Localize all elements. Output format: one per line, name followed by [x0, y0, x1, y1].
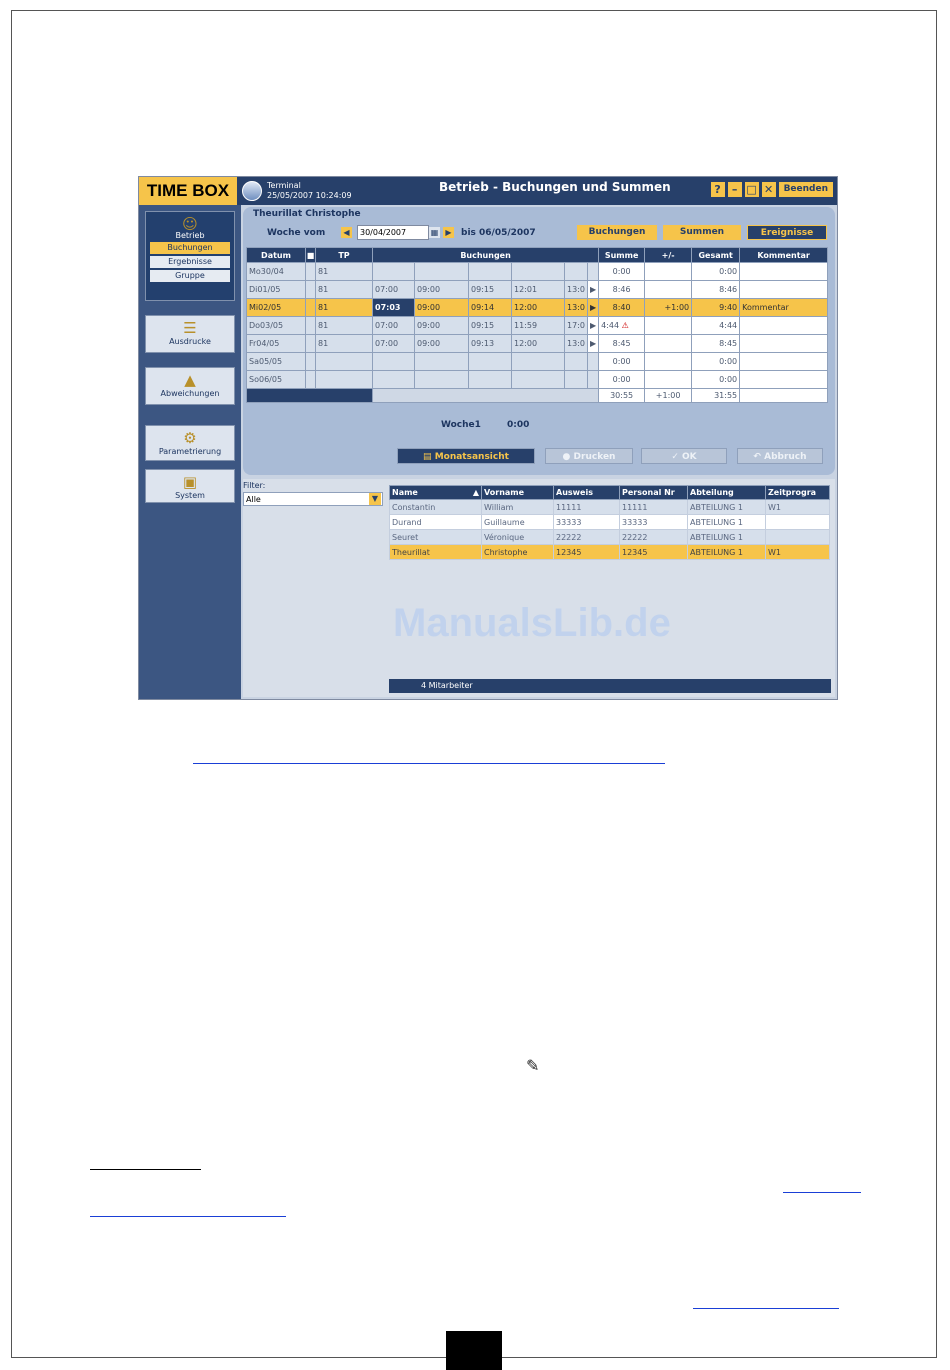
cell-booking[interactable] — [469, 353, 512, 371]
cell-booking-active[interactable]: 07:03 — [373, 299, 415, 317]
list-item[interactable] — [390, 500, 830, 515]
cell: 12345 — [554, 545, 620, 560]
cell-summe — [599, 317, 645, 335]
col-gesamt: Gesamt — [692, 248, 740, 263]
cell-booking[interactable] — [415, 263, 469, 281]
cell-booking[interactable] — [565, 353, 588, 371]
cell-plusminus — [645, 335, 692, 353]
cell: ABTEILUNG 1 — [688, 500, 766, 515]
cell: Seuret — [390, 530, 482, 545]
cell-flag — [306, 335, 316, 353]
nav-sub-ergebnisse[interactable]: Ergebnisse — [150, 256, 230, 268]
cell-scroll — [587, 263, 598, 281]
cell-tp[interactable] — [316, 371, 373, 389]
cell-summe-value: 4:44 — [601, 321, 620, 330]
scroll-right-icon[interactable]: ▶ — [587, 317, 598, 335]
cell: 22222 — [554, 530, 620, 545]
cell-summe: 8:46 — [599, 281, 645, 299]
cell: 12345 — [620, 545, 688, 560]
help-button[interactable]: ? — [711, 182, 725, 197]
cell-flag — [306, 299, 316, 317]
table-row[interactable] — [247, 263, 828, 281]
cell-summe: 8:40 — [599, 299, 645, 317]
cell: ABTEILUNG 1 — [688, 545, 766, 560]
week-start-date[interactable]: 30/04/2007 — [357, 225, 429, 240]
cell-kommentar[interactable]: Kommentar — [740, 299, 828, 317]
page-number-block — [446, 1331, 502, 1370]
chevron-down-icon[interactable]: ▼ — [369, 493, 381, 505]
scrollbar-track-left — [247, 389, 373, 403]
prev-week-button[interactable]: ◀ — [341, 227, 352, 238]
cell-tp[interactable]: 81 — [316, 281, 373, 299]
col-summe: Summe — [599, 248, 645, 263]
cell: Véronique — [482, 530, 554, 545]
cell-booking[interactable]: 13:0 — [565, 335, 588, 353]
nav-abweichungen-label: Abweichungen — [160, 389, 220, 398]
exit-button[interactable]: Beenden — [779, 182, 833, 197]
cell-plusminus — [645, 353, 692, 371]
printer-icon: ● — [562, 452, 574, 462]
heading-underline — [90, 1169, 201, 1170]
cell-scroll — [587, 353, 598, 371]
list-item[interactable] — [390, 515, 830, 530]
cell-booking[interactable]: 09:15 — [469, 317, 512, 335]
cell-scroll — [587, 371, 598, 389]
terminal-info — [267, 181, 352, 201]
bookings-panel — [243, 207, 835, 475]
table-row[interactable] — [247, 353, 828, 371]
total-summe: 30:55 — [599, 389, 645, 403]
cell-gesamt: 0:00 — [692, 263, 740, 281]
employee-name: Theurillat Christophe — [253, 209, 361, 219]
total-kommentar — [740, 389, 828, 403]
undo-icon: ↶ — [753, 452, 765, 462]
table-row[interactable] — [247, 317, 828, 335]
cell-booking[interactable]: 07:00 — [373, 335, 415, 353]
cell-booking[interactable]: 12:00 — [512, 335, 565, 353]
cell-flag — [306, 263, 316, 281]
col-abteilung[interactable]: Abteilung — [688, 486, 766, 500]
cell-booking[interactable]: 09:00 — [415, 335, 469, 353]
cell: Theurillat — [390, 545, 482, 560]
hyperlink-underline[interactable] — [193, 763, 665, 764]
cell-tp[interactable]: 81 — [316, 317, 373, 335]
cell-gesamt: 8:46 — [692, 281, 740, 299]
cell: ABTEILUNG 1 — [688, 515, 766, 530]
warning-icon[interactable]: ⚠ — [621, 321, 629, 330]
sort-asc-icon: ▲ — [472, 488, 479, 497]
tab-ereignisse[interactable]: Ereignisse — [747, 225, 827, 240]
left-navigation — [139, 205, 241, 699]
print-button[interactable] — [545, 448, 633, 464]
col-plusminus: +/- — [645, 248, 692, 263]
cell-gesamt: 0:00 — [692, 353, 740, 371]
cell: 33333 — [554, 515, 620, 530]
nav-sub-gruppe[interactable]: Gruppe — [150, 270, 230, 282]
week-total-value: 0:00 — [507, 420, 530, 430]
list-item-selected[interactable] — [390, 545, 830, 560]
cell-booking[interactable] — [512, 371, 565, 389]
cell-booking[interactable]: 13:0 — [565, 281, 588, 299]
next-week-button[interactable]: ▶ — [443, 227, 454, 238]
nav-parametrierung-label: Parametrierung — [158, 447, 222, 456]
cell-booking[interactable]: 09:15 — [469, 281, 512, 299]
cell — [766, 530, 830, 545]
cell-plusminus: +1:00 — [645, 299, 692, 317]
cell-kommentar[interactable] — [740, 371, 828, 389]
ok-label: OK — [682, 452, 697, 462]
cell-gesamt: 0:00 — [692, 371, 740, 389]
cell: Durand — [390, 515, 482, 530]
cell: Guillaume — [482, 515, 554, 530]
employee-panel — [243, 479, 835, 697]
cell-booking[interactable]: 07:00 — [373, 317, 415, 335]
cell-plusminus — [645, 317, 692, 335]
col-tp[interactable]: TP — [316, 248, 373, 263]
cell: Christophe — [482, 545, 554, 560]
cell: ABTEILUNG 1 — [688, 530, 766, 545]
cell-plusminus — [645, 263, 692, 281]
cell-flag — [306, 281, 316, 299]
cell-datum: Do03/05 — [247, 317, 306, 335]
check-icon: ✓ — [671, 452, 683, 462]
cell-booking[interactable] — [565, 371, 588, 389]
col-buchungen: Buchungen — [373, 248, 599, 263]
nav-system-label: System — [175, 491, 205, 500]
nav-ausdrucke[interactable] — [145, 315, 235, 353]
people-icon: ☺ — [182, 215, 198, 233]
cell: Constantin — [390, 500, 482, 515]
hyperlink-underline[interactable] — [783, 1192, 861, 1193]
cell-booking[interactable]: 13:0 — [565, 299, 588, 317]
window-controls — [711, 182, 833, 197]
cell-datum: Mo30/04 — [247, 263, 306, 281]
cell-gesamt: 4:44 — [692, 317, 740, 335]
ok-button[interactable] — [641, 448, 727, 464]
cell-summe: 0:00 — [599, 353, 645, 371]
col-personal-nr[interactable]: Personal Nr — [620, 486, 688, 500]
cell-tp[interactable]: 81 — [316, 299, 373, 317]
scroll-right-icon[interactable]: ▶ — [587, 281, 598, 299]
cell-tp[interactable] — [316, 353, 373, 371]
list-item[interactable] — [390, 530, 830, 545]
cell-booking[interactable]: 07:00 — [373, 281, 415, 299]
employee-header-row — [390, 486, 830, 500]
cell: 11111 — [620, 500, 688, 515]
cell-booking[interactable]: 09:14 — [469, 299, 512, 317]
cell-summe: 8:45 — [599, 335, 645, 353]
cell-datum: Di01/05 — [247, 281, 306, 299]
cell — [766, 515, 830, 530]
cell-booking[interactable] — [373, 263, 415, 281]
calendar-icon[interactable]: ▦ — [430, 228, 439, 237]
document-icon: ☰ — [183, 319, 197, 337]
cell-booking[interactable] — [512, 263, 565, 281]
cell: William — [482, 500, 554, 515]
table-row[interactable] — [247, 335, 828, 353]
cell-booking[interactable] — [373, 353, 415, 371]
week-total-label: Woche1 — [441, 420, 481, 430]
print-label: Drucken — [573, 452, 616, 462]
scroll-right-icon[interactable]: ▶ — [587, 299, 598, 317]
nav-ausdrucke-label: Ausdrucke — [169, 337, 211, 346]
timestamp: 25/05/2007 10:24:09 — [267, 191, 352, 200]
cell-kommentar[interactable] — [740, 335, 828, 353]
col-name-label: Name — [392, 488, 418, 497]
cell-booking[interactable]: 17:0 — [565, 317, 588, 335]
cell-booking[interactable] — [415, 371, 469, 389]
cell-booking[interactable] — [512, 353, 565, 371]
cell-summe: 0:00 — [599, 263, 645, 281]
cell-kommentar[interactable] — [740, 353, 828, 371]
window-title: Betrieb - Buchungen und Summen — [439, 180, 671, 194]
cell-booking[interactable] — [373, 371, 415, 389]
cell-datum: Fr04/05 — [247, 335, 306, 353]
app-logo: TIME BOX — [139, 177, 237, 205]
cell-datum: So06/05 — [247, 371, 306, 389]
cell-flag — [306, 353, 316, 371]
col-datum[interactable]: Datum — [247, 248, 306, 263]
total-plusminus: +1:00 — [645, 389, 692, 403]
cell-booking[interactable] — [565, 263, 588, 281]
totals-row — [247, 389, 828, 403]
table-row-selected[interactable] — [247, 299, 828, 317]
watermark: ManualsLib.de — [393, 601, 671, 645]
week-end-label: bis 06/05/2007 — [461, 228, 536, 238]
cell-booking[interactable] — [469, 371, 512, 389]
total-gesamt: 31:55 — [692, 389, 740, 403]
week-label: Woche vom — [267, 228, 326, 238]
nav-betrieb[interactable] — [145, 211, 235, 301]
col-zeitprogramm[interactable]: Zeitprogra — [766, 486, 830, 500]
bookings-table — [246, 247, 828, 403]
month-view-label: Monatsansicht — [434, 452, 509, 462]
cell-tp[interactable]: 81 — [316, 335, 373, 353]
cell-booking[interactable]: 09:00 — [415, 317, 469, 335]
filter-label: Filter: — [243, 481, 266, 490]
cell-booking[interactable]: 09:00 — [415, 299, 469, 317]
tab-summen[interactable]: Summen — [663, 225, 741, 240]
nav-parametrierung[interactable] — [145, 425, 235, 461]
cell-booking[interactable] — [415, 353, 469, 371]
employee-count-bar: 4 Mitarbeiter — [389, 679, 831, 693]
cell: 11111 — [554, 500, 620, 515]
cancel-button[interactable] — [737, 448, 823, 464]
cell-datum: Sa05/05 — [247, 353, 306, 371]
cell-flag — [306, 371, 316, 389]
col-ausweis[interactable]: Ausweis — [554, 486, 620, 500]
cell-flag — [306, 317, 316, 335]
cell-booking[interactable]: 11:59 — [512, 317, 565, 335]
pencil-icon: ✎ — [526, 1056, 540, 1075]
tab-buchungen[interactable]: Buchungen — [577, 225, 657, 240]
cell-booking[interactable]: 12:00 — [512, 299, 565, 317]
title-bar — [139, 177, 837, 205]
cell-kommentar[interactable] — [740, 263, 828, 281]
cell-plusminus — [645, 281, 692, 299]
table-row[interactable] — [247, 281, 828, 299]
horizontal-scrollbar[interactable] — [373, 389, 599, 403]
close-icon[interactable]: ✕ — [762, 182, 776, 197]
maximize-icon[interactable]: □ — [746, 183, 757, 196]
filter-select[interactable]: Alle — [243, 492, 383, 506]
cell-booking[interactable]: 12:01 — [512, 281, 565, 299]
col-name[interactable] — [390, 486, 482, 500]
system-icon: ▣ — [182, 473, 198, 491]
col-vorname[interactable]: Vorname — [482, 486, 554, 500]
scroll-right-icon[interactable]: ▶ — [587, 335, 598, 353]
calendar-icon: ▤ — [423, 452, 435, 462]
warning-icon: ▲ — [184, 371, 196, 389]
month-view-button[interactable] — [397, 448, 535, 464]
cell-booking[interactable]: 09:13 — [469, 335, 512, 353]
cell-tp[interactable]: 81 — [316, 263, 373, 281]
terminal-label: Terminal — [267, 181, 301, 190]
screenshot-window — [138, 176, 838, 700]
col-flag: ■ — [306, 248, 316, 263]
cell-booking[interactable]: 09:00 — [415, 281, 469, 299]
cell: W1 — [766, 545, 830, 560]
nav-sub-buchungen[interactable]: Buchungen — [150, 242, 230, 254]
cell: W1 — [766, 500, 830, 515]
cell-summe: 0:00 — [599, 371, 645, 389]
cancel-label: Abbruch — [764, 452, 807, 462]
cell-gesamt: 9:40 — [692, 299, 740, 317]
cell-kommentar[interactable] — [740, 281, 828, 299]
cell-datum: Mi02/05 — [247, 299, 306, 317]
cell-booking[interactable] — [469, 263, 512, 281]
cell-plusminus — [645, 371, 692, 389]
hyperlink-underline[interactable] — [693, 1308, 839, 1309]
employee-table — [389, 485, 830, 560]
nav-betrieb-label: Betrieb — [175, 231, 205, 240]
terminal-icon — [242, 181, 262, 201]
cell-kommentar[interactable] — [740, 317, 828, 335]
col-kommentar: Kommentar — [740, 248, 828, 263]
cell-gesamt: 8:45 — [692, 335, 740, 353]
bookings-header-row — [247, 248, 828, 263]
cell: 22222 — [620, 530, 688, 545]
nav-abweichungen[interactable] — [145, 367, 235, 405]
hyperlink-underline[interactable] — [90, 1216, 286, 1217]
minimize-icon[interactable]: – — [728, 182, 742, 197]
gear-icon: ⚙ — [183, 429, 197, 447]
cell: 33333 — [620, 515, 688, 530]
nav-system[interactable] — [145, 469, 235, 503]
table-row[interactable] — [247, 371, 828, 389]
